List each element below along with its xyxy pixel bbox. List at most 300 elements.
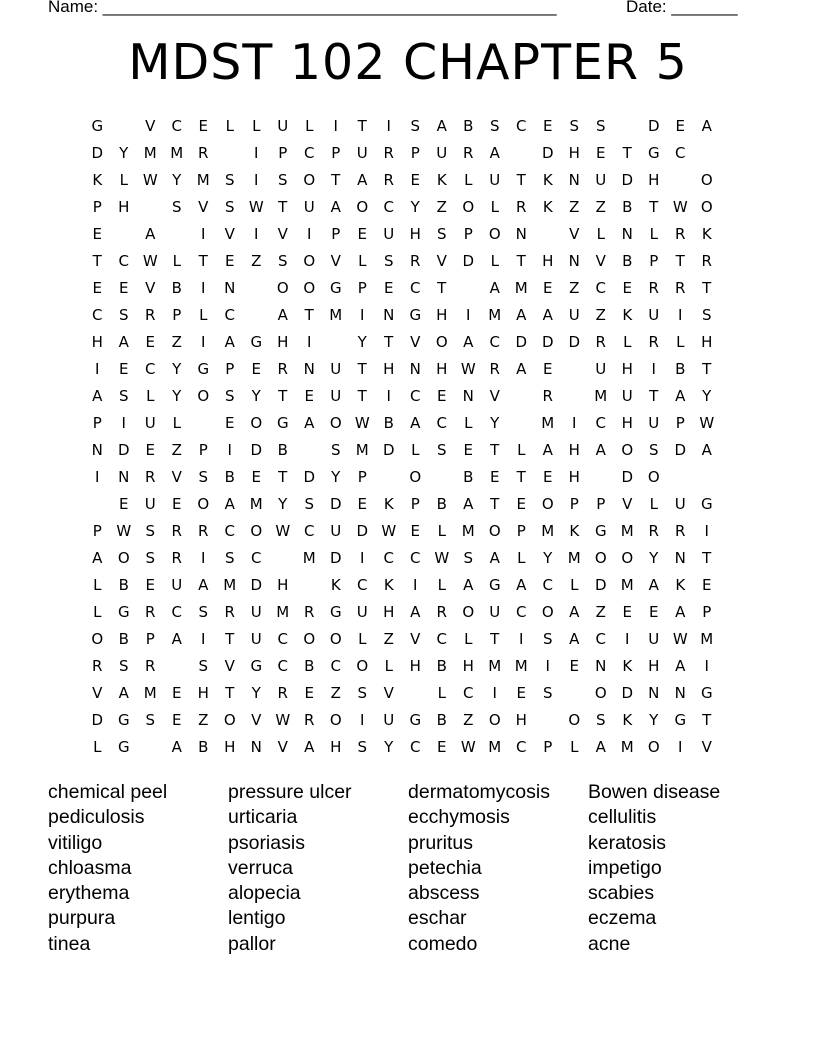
- grid-cell: D: [621, 684, 634, 702]
- grid-cell: H: [648, 171, 660, 189]
- grid-cell: A: [595, 738, 606, 756]
- grid-cell: B: [463, 117, 474, 135]
- grid-cell: S: [224, 198, 235, 216]
- grid-cell: E: [357, 495, 367, 513]
- grid-cell: P: [675, 414, 685, 432]
- grid-cell: N: [383, 306, 395, 324]
- word-list-item: pruritus: [408, 831, 474, 854]
- grid-cell: G: [329, 603, 342, 621]
- grid-cell: M: [488, 738, 502, 756]
- grid-cell: B: [622, 252, 633, 270]
- grid-cell: [455, 275, 482, 302]
- grid-cell: R: [675, 522, 686, 540]
- grid-cell: D: [303, 468, 316, 486]
- word-search-grid: [84, 113, 720, 761]
- grid-cell: P: [410, 495, 420, 513]
- grid-cell: Z: [436, 198, 447, 216]
- grid-cell: S: [171, 198, 182, 216]
- grid-cell: I: [678, 306, 683, 324]
- word-list-item: abscess: [408, 882, 480, 905]
- grid-cell: L: [172, 414, 181, 432]
- grid-cell: B: [436, 657, 447, 675]
- grid-cell: O: [303, 171, 316, 189]
- grid-row: [84, 275, 720, 302]
- grid-cell: U: [568, 306, 580, 324]
- grid-cell: A: [410, 414, 421, 432]
- grid-cell: P: [278, 144, 288, 162]
- grid-cell: O: [647, 738, 660, 756]
- word-list-item: acne: [588, 932, 631, 955]
- grid-cell: O: [488, 711, 501, 729]
- grid-cell: [164, 653, 191, 680]
- grid-cell: L: [225, 117, 234, 135]
- grid-cell: A: [489, 144, 500, 162]
- grid-cell: S: [118, 387, 129, 405]
- grid-cell: H: [621, 414, 633, 432]
- grid-cell: T: [278, 387, 288, 405]
- grid-cell: Z: [251, 252, 262, 270]
- word-list: [48, 780, 768, 957]
- grid-cell: G: [409, 306, 422, 324]
- grid-cell: A: [145, 225, 156, 243]
- grid-row: [84, 599, 720, 626]
- grid-cell: I: [572, 414, 577, 432]
- grid-cell: B: [118, 576, 129, 594]
- grid-cell: T: [622, 144, 632, 162]
- grid-cell: T: [702, 711, 712, 729]
- grid-cell: U: [489, 171, 501, 189]
- grid-cell: C: [118, 252, 129, 270]
- grid-cell: S: [489, 117, 500, 135]
- grid-cell: N: [224, 279, 236, 297]
- grid-cell: R: [145, 306, 156, 324]
- grid-cell: R: [92, 657, 103, 675]
- grid-cell: Y: [384, 738, 394, 756]
- grid-row: [84, 113, 720, 140]
- grid-cell: Y: [649, 549, 659, 567]
- grid-cell: B: [436, 711, 447, 729]
- grid-cell: W: [460, 738, 476, 756]
- grid-cell: T: [92, 252, 102, 270]
- grid-cell: Y: [119, 144, 129, 162]
- grid-cell: E: [384, 279, 394, 297]
- grid-cell: M: [223, 576, 237, 594]
- grid-cell: A: [304, 738, 315, 756]
- grid-cell: V: [569, 225, 580, 243]
- grid-cell: H: [701, 333, 713, 351]
- grid-cell: A: [224, 495, 235, 513]
- grid-cell: O: [621, 549, 634, 567]
- grid-cell: W: [460, 360, 476, 378]
- grid-cell: K: [330, 576, 341, 594]
- grid-cell: L: [490, 252, 499, 270]
- grid-cell: E: [543, 360, 553, 378]
- word-list-column: [228, 780, 408, 957]
- grid-cell: E: [251, 468, 261, 486]
- grid-cell: [667, 167, 694, 194]
- grid-cell: H: [330, 738, 342, 756]
- grid-cell: [535, 221, 562, 248]
- grid-cell: H: [409, 657, 421, 675]
- grid-cell: E: [516, 495, 526, 513]
- grid-cell: H: [568, 441, 580, 459]
- grid-cell: S: [145, 711, 156, 729]
- grid-cell: R: [542, 387, 553, 405]
- grid-cell: O: [91, 630, 104, 648]
- grid-cell: R: [145, 468, 156, 486]
- grid-cell: R: [277, 360, 288, 378]
- grid-cell: U: [595, 171, 607, 189]
- grid-cell: V: [277, 225, 288, 243]
- grid-row: [84, 383, 720, 410]
- grid-cell: L: [146, 387, 155, 405]
- word-list-item: erythema: [48, 882, 130, 905]
- grid-cell: I: [704, 657, 709, 675]
- grid-cell: C: [383, 549, 394, 567]
- word-list-item: eschar: [408, 907, 467, 930]
- grid-cell: G: [488, 576, 501, 594]
- grid-cell: M: [541, 522, 555, 540]
- grid-cell: L: [490, 198, 499, 216]
- grid-cell: A: [118, 333, 129, 351]
- grid-row: [84, 221, 720, 248]
- grid-cell: C: [304, 144, 315, 162]
- grid-cell: B: [198, 738, 209, 756]
- grid-cell: L: [199, 306, 208, 324]
- grid-cell: R: [436, 603, 447, 621]
- grid-cell: P: [463, 225, 473, 243]
- grid-cell: B: [118, 630, 129, 648]
- grid-cell: U: [648, 414, 660, 432]
- grid-cell: E: [490, 468, 500, 486]
- word-list-item: ecchymosis: [408, 806, 510, 829]
- grid-cell: C: [92, 306, 103, 324]
- grid-cell: C: [410, 549, 421, 567]
- word-list-item: pallor: [228, 932, 276, 955]
- grid-cell: S: [224, 387, 235, 405]
- grid-cell: B: [463, 468, 474, 486]
- grid-cell: U: [621, 387, 633, 405]
- grid-cell: P: [331, 144, 341, 162]
- grid-cell: V: [489, 387, 500, 405]
- grid-cell: P: [331, 225, 341, 243]
- grid-cell: G: [117, 738, 130, 756]
- grid-cell: D: [594, 576, 607, 594]
- grid-cell: W: [116, 522, 132, 540]
- grid-cell: I: [95, 360, 100, 378]
- grid-cell: N: [462, 387, 474, 405]
- word-list-item: eczema: [588, 907, 657, 930]
- grid-cell: Y: [278, 495, 288, 513]
- grid-cell: L: [358, 252, 367, 270]
- grid-cell: O: [594, 549, 607, 567]
- grid-cell: S: [648, 441, 659, 459]
- grid-cell: D: [541, 144, 554, 162]
- grid-cell: M: [541, 414, 555, 432]
- grid-cell: D: [91, 144, 104, 162]
- grid-cell: C: [436, 414, 447, 432]
- grid-cell: U: [383, 225, 395, 243]
- grid-cell: Z: [198, 711, 209, 729]
- grid-cell: K: [542, 198, 553, 216]
- grid-cell: U: [250, 603, 262, 621]
- grid-cell: L: [252, 117, 261, 135]
- grid-cell: U: [277, 117, 289, 135]
- grid-cell: C: [304, 522, 315, 540]
- grid-cell: R: [277, 684, 288, 702]
- grid-cell: O: [409, 468, 422, 486]
- grid-cell: S: [701, 306, 712, 324]
- grid-cell: A: [92, 387, 103, 405]
- grid-row: [84, 653, 720, 680]
- grid-cell: G: [329, 279, 342, 297]
- grid-cell: H: [462, 657, 474, 675]
- grid-cell: O: [303, 252, 316, 270]
- grid-cell: A: [542, 441, 553, 459]
- grid-cell: [111, 221, 138, 248]
- grid-cell: E: [543, 468, 553, 486]
- grid-cell: R: [171, 549, 182, 567]
- grid-cell: T: [357, 117, 367, 135]
- grid-cell: C: [542, 576, 553, 594]
- grid-cell: C: [251, 549, 262, 567]
- grid-cell: S: [118, 657, 129, 675]
- grid-cell: V: [224, 657, 235, 675]
- grid-cell: Y: [251, 387, 261, 405]
- grid-cell: [270, 545, 297, 572]
- grid-cell: Z: [569, 198, 580, 216]
- grid-cell: C: [463, 684, 474, 702]
- grid-cell: D: [329, 549, 342, 567]
- grid-cell: I: [307, 333, 312, 351]
- grid-cell: I: [651, 360, 656, 378]
- grid-cell: C: [595, 279, 606, 297]
- grid-cell: U: [595, 360, 607, 378]
- grid-cell: S: [410, 117, 421, 135]
- grid-cell: O: [250, 414, 263, 432]
- grid-row: [84, 572, 720, 599]
- grid-cell: I: [254, 171, 259, 189]
- grid-cell: M: [276, 603, 290, 621]
- word-list-item: cellulitis: [588, 806, 657, 829]
- grid-cell: V: [436, 252, 447, 270]
- grid-cell: H: [91, 333, 103, 351]
- grid-cell: T: [516, 252, 526, 270]
- grid-cell: [402, 680, 429, 707]
- grid-row: [84, 464, 720, 491]
- grid-cell: B: [304, 657, 315, 675]
- grid-cell: O: [303, 279, 316, 297]
- grid-cell: N: [648, 684, 660, 702]
- grid-cell: R: [224, 603, 235, 621]
- grid-cell: [508, 410, 535, 437]
- grid-cell: R: [304, 603, 315, 621]
- grid-cell: R: [171, 522, 182, 540]
- grid-cell: L: [384, 657, 393, 675]
- grid-cell: T: [278, 468, 288, 486]
- grid-cell: L: [570, 738, 579, 756]
- grid-cell: P: [92, 522, 102, 540]
- grid-cell: O: [541, 603, 554, 621]
- grid-cell: L: [437, 576, 446, 594]
- grid-cell: I: [201, 225, 206, 243]
- grid-cell: R: [304, 711, 315, 729]
- grid-cell: S: [357, 738, 368, 756]
- grid-cell: P: [516, 522, 526, 540]
- grid-cell: I: [95, 468, 100, 486]
- grid-cell: M: [620, 576, 634, 594]
- grid-cell: U: [648, 306, 660, 324]
- grid-cell: E: [304, 684, 314, 702]
- grid-cell: S: [198, 603, 209, 621]
- grid-cell: Z: [595, 306, 606, 324]
- word-list-item: chloasma: [48, 856, 132, 879]
- grid-cell: [217, 140, 244, 167]
- grid-cell: R: [463, 144, 474, 162]
- grid-cell: O: [303, 630, 316, 648]
- grid-cell: N: [568, 171, 580, 189]
- grid-cell: S: [277, 171, 288, 189]
- grid-cell: T: [357, 387, 367, 405]
- grid-cell: H: [277, 576, 289, 594]
- grid-cell: H: [648, 657, 660, 675]
- grid-cell: E: [437, 738, 447, 756]
- grid-cell: D: [250, 441, 263, 459]
- grid-cell: K: [675, 576, 686, 594]
- grid-cell: R: [198, 144, 209, 162]
- grid-cell: W: [672, 630, 688, 648]
- grid-cell: A: [489, 549, 500, 567]
- grid-cell: Z: [171, 333, 182, 351]
- grid-cell: O: [700, 171, 713, 189]
- grid-cell: E: [596, 144, 606, 162]
- grid-cell: M: [355, 441, 369, 459]
- grid-row: [84, 356, 720, 383]
- grid-cell: D: [250, 576, 263, 594]
- grid-cell: I: [492, 684, 497, 702]
- grid-cell: C: [410, 279, 421, 297]
- grid-cell: W: [434, 549, 450, 567]
- grid-cell: R: [145, 603, 156, 621]
- grid-cell: T: [490, 441, 500, 459]
- grid-cell: E: [92, 279, 102, 297]
- grid-cell: [376, 464, 403, 491]
- word-list-column: [408, 780, 588, 957]
- grid-cell: C: [489, 333, 500, 351]
- grid-cell: U: [383, 711, 395, 729]
- grid-cell: E: [225, 252, 235, 270]
- grid-cell: U: [144, 414, 156, 432]
- grid-row: [84, 545, 720, 572]
- grid-row: [84, 140, 720, 167]
- grid-cell: G: [700, 495, 713, 513]
- grid-cell: O: [541, 495, 554, 513]
- grid-cell: O: [117, 549, 130, 567]
- grid-cell: H: [436, 360, 448, 378]
- grid-cell: D: [382, 441, 395, 459]
- grid-cell: U: [303, 198, 315, 216]
- grid-cell: E: [145, 441, 155, 459]
- grid-cell: R: [648, 279, 659, 297]
- grid-cell: W: [354, 414, 370, 432]
- grid-cell: T: [702, 549, 712, 567]
- grid-cell: U: [356, 603, 368, 621]
- grid-cell: I: [360, 549, 365, 567]
- grid-cell: C: [516, 738, 527, 756]
- grid-cell: R: [675, 225, 686, 243]
- grid-row: [84, 410, 720, 437]
- grid-cell: L: [358, 630, 367, 648]
- grid-cell: E: [543, 117, 553, 135]
- grid-cell: U: [330, 522, 342, 540]
- grid-cell: R: [489, 360, 500, 378]
- grid-cell: K: [701, 225, 712, 243]
- grid-cell: R: [383, 171, 394, 189]
- grid-cell: O: [621, 441, 634, 459]
- word-list-item: urticaria: [228, 806, 298, 829]
- grid-cell: S: [145, 522, 156, 540]
- grid-cell: I: [254, 144, 259, 162]
- grid-cell: I: [466, 306, 471, 324]
- grid-cell: M: [700, 630, 714, 648]
- grid-cell: S: [145, 549, 156, 567]
- grid-cell: W: [248, 198, 264, 216]
- grid-cell: R: [516, 198, 527, 216]
- grid-cell: I: [625, 630, 630, 648]
- grid-cell: L: [649, 495, 658, 513]
- grid-cell: C: [224, 306, 235, 324]
- grid-cell: I: [704, 522, 709, 540]
- grid-cell: G: [700, 684, 713, 702]
- grid-cell: A: [277, 306, 288, 324]
- grid-cell: T: [649, 198, 659, 216]
- grid-cell: P: [569, 495, 579, 513]
- grid-cell: O: [223, 711, 236, 729]
- grid-cell: [667, 464, 694, 491]
- grid-cell: Y: [357, 333, 367, 351]
- grid-cell: G: [250, 657, 263, 675]
- grid-cell: V: [251, 711, 262, 729]
- grid-cell: E: [410, 171, 420, 189]
- grid-cell: T: [225, 630, 235, 648]
- grid-cell: E: [410, 522, 420, 540]
- grid-cell: O: [568, 711, 581, 729]
- grid-cell: O: [197, 495, 210, 513]
- grid-cell: S: [198, 657, 209, 675]
- grid-cell: [535, 707, 562, 734]
- grid-cell: K: [542, 171, 553, 189]
- grid-cell: O: [329, 711, 342, 729]
- grid-cell: R: [675, 279, 686, 297]
- grid-cell: Y: [702, 387, 712, 405]
- grid-cell: U: [330, 360, 342, 378]
- word-list-item: tinea: [48, 932, 91, 955]
- grid-cell: Z: [595, 198, 606, 216]
- grid-cell: N: [303, 360, 315, 378]
- grid-cell: M: [488, 657, 502, 675]
- grid-cell: R: [145, 657, 156, 675]
- grid-cell: N: [250, 738, 262, 756]
- grid-cell: V: [595, 252, 606, 270]
- grid-cell: O: [329, 630, 342, 648]
- grid-cell: I: [254, 225, 259, 243]
- grid-cell: K: [383, 495, 394, 513]
- grid-cell: Z: [171, 441, 182, 459]
- grid-cell: C: [383, 198, 394, 216]
- grid-cell: N: [674, 684, 686, 702]
- page-title: MDST 102 CHAPTER 5: [128, 34, 688, 91]
- grid-cell: S: [463, 549, 474, 567]
